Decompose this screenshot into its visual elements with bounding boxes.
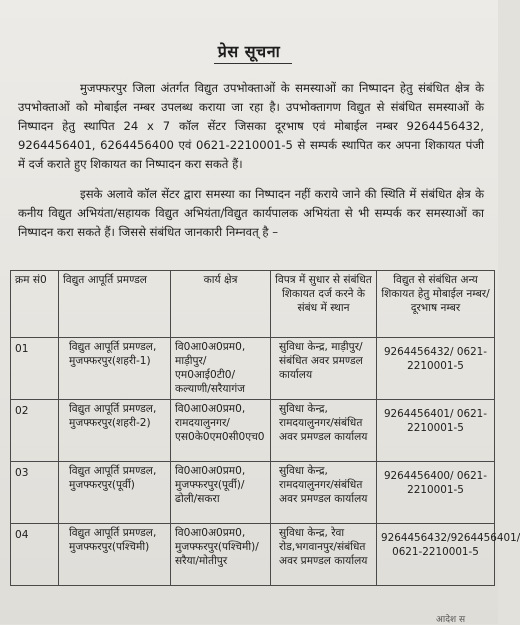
contact-table <box>10 270 520 586</box>
header-work-area: कार्य क्षेत्र <box>171 271 271 338</box>
row-mobile-number: 9264456401/ 0621-2210001-5 <box>377 400 495 462</box>
row-mobile-number: 9264456432/9264456401/ 0621-2210001-5 <box>377 524 495 586</box>
row-complaint-place: सुविधा केन्द्र, रामदयालुनगर/संबंधित अवर प्रमण्डल कार्यालय <box>271 462 377 524</box>
row-complaint-place: सुविधा केन्द्र, माड़ीपुर/संबंधित अवर प्रमण्डल कार्यालय <box>271 338 377 400</box>
row-serial: 04 <box>11 524 59 586</box>
row-division: विद्युत आपूर्ति प्रमण्डल, मुजफ्फरपुर(पश्चिमी) <box>59 524 171 586</box>
notice-paragraph-2: इसके अलावे कॉल सेंटर द्वारा समस्या का निष्पादन नहीं कराये जाने की स्थिति में संबंधित क्षेत्र के कनीय विद्युत अभियंता/सहायक विद्युत अभियंता/विद्युत कार्यपालक अभियंता से भी सम्पर्क कर समस्याओं का निष्पादन करा सकते हैं। जिससे संबंधित जानकारी निम्नवत् है – <box>18 187 484 239</box>
header-mobile-number: विद्युत से संबंधित अन्य शिकायत हेतु मोबाईल नम्बर/दूरभाष नम्बर <box>377 271 495 338</box>
table-header-row <box>11 271 495 338</box>
row-mobile-number: 9264456400/ 0621-2210001-5 <box>377 462 495 524</box>
row-work-area: वि0आ0अ0प्रम0, मुजफ्फरपुर(पूर्वी)/ढोली/सकरा <box>171 462 271 524</box>
table-row <box>11 400 495 462</box>
header-complaint-place: विपत्र में सुधार से संबंधित शिकायत दर्ज करने के संबंध में स्थान <box>271 271 377 338</box>
row-division: विद्युत आपूर्ति प्रमण्डल, मुजफ्फरपुर(पूर्वी) <box>59 462 171 524</box>
row-serial: 03 <box>11 462 59 524</box>
row-serial: 02 <box>11 400 59 462</box>
order-stamp-text: आदेश स <box>436 615 466 625</box>
notice-paragraph-1: मुजफ्फरपुर जिला अंतर्गत विद्युत उपभोक्ताओं के समस्याओं का निष्पादन हेतु संबंधित क्षेत्र के उपभोक्ताओं को मोबाईल नम्बर उपलब्ध कराया जा रहा है। उपभोक्तागण विद्युत से संबंधित समस्याओं के निष्पादन हेतु स्थापित 24 x 7 कॉल सेंटर जिसका दूरभाष एवं मोबाईल नम्बर 9264456432, 9264456401, 6264456400 एवं 0621-2210001-5 से सम्पर्क स्थापित कर अपना शिकायत पंजी में दर्ज कराते हुए शिकायत का निष्पादन करा सकते हैं। <box>18 81 484 171</box>
row-complaint-place: सुविधा केन्द्र, रेवा रोड,भगवानपुर/संबंधित अवर प्रमण्डल कार्यालय <box>271 524 377 586</box>
table-row <box>11 462 495 524</box>
row-serial: 01 <box>11 338 59 400</box>
notice-title: प्रेस सूचना <box>217 42 281 61</box>
row-complaint-place: सुविधा केन्द्र, रामदयालुनगर/संबंधित अवर प्रमण्डल कार्यालय <box>271 400 377 462</box>
row-work-area: वि0आ0अ0प्रम0, मुजफ्फरपुर(पश्चिमी)/सरैया/मोतीपुर <box>171 524 271 586</box>
row-work-area: वि0आ0अ0प्रम0, रामदयालुनगर/एस0के0एम0सी0एच0 <box>171 400 271 462</box>
row-work-area: वि0आ0अ0प्रम0, माड़ीपुर/एम0आई0टी0/कल्याणी/सरैयागंज <box>171 338 271 400</box>
header-division: विद्युत आपूर्ति प्रमण्डल <box>59 271 171 338</box>
row-division: विद्युत आपूर्ति प्रमण्डल, मुजफ्फरपुर(शहरी-1) <box>59 338 171 400</box>
table-row <box>11 524 495 586</box>
row-mobile-number: 9264456432/ 0621-2210001-5 <box>377 338 495 400</box>
row-division: विद्युत आपूर्ति प्रमण्डल, मुजफ्फरपुर(शहरी-2) <box>59 400 171 462</box>
header-serial: क्रम सं0 <box>11 271 59 338</box>
table-row <box>11 338 495 400</box>
title-underline <box>214 63 292 64</box>
